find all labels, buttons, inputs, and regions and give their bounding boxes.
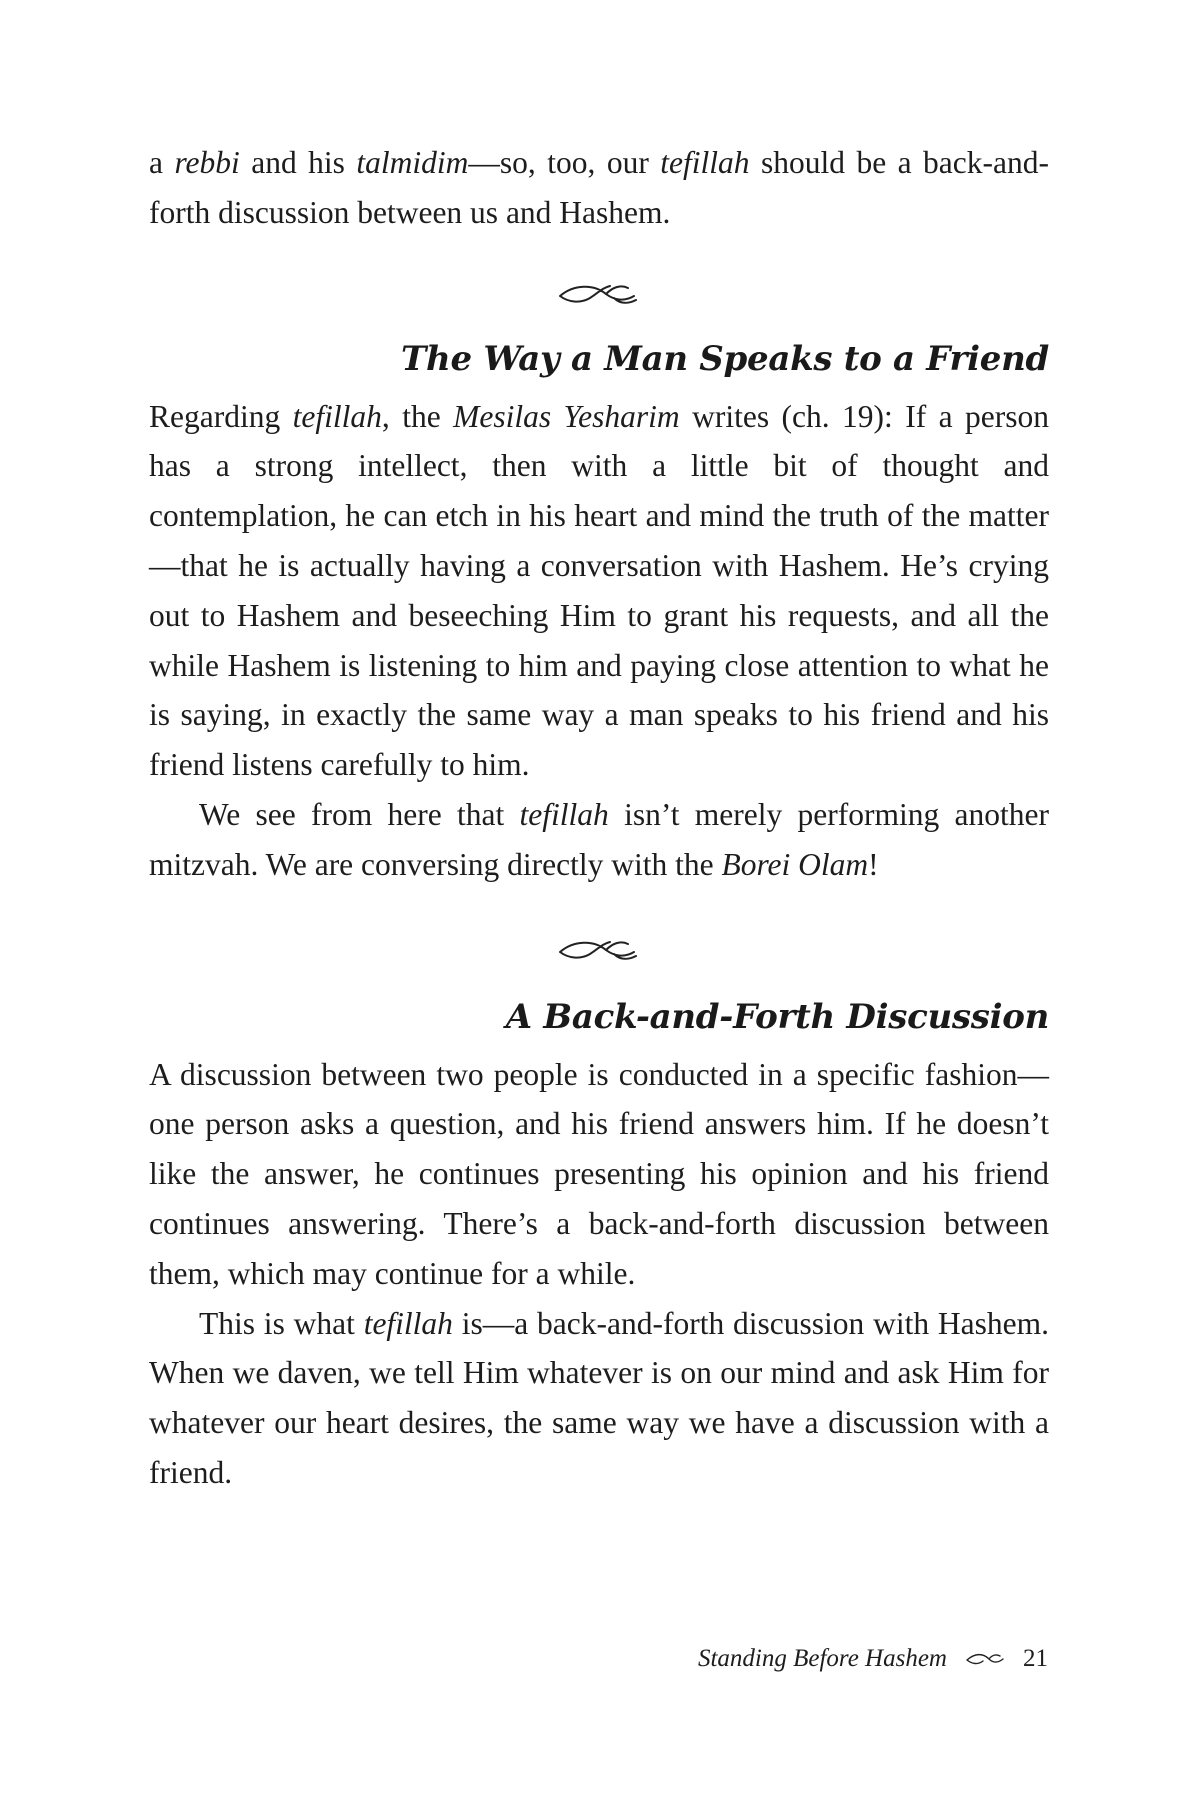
intro-paragraph — [149, 138, 1049, 238]
text-run: and his — [239, 145, 357, 180]
section2-body — [149, 1050, 1049, 1498]
italic-term: Mesilas Yesharim — [453, 398, 680, 434]
section2-paragraph-1 — [149, 1050, 1049, 1299]
text-run: ! — [868, 846, 879, 882]
italic-term: Borei Olam — [721, 846, 869, 882]
section-ornament — [149, 274, 1049, 314]
text-run: writes (ch. 19): If a person has a strong intellect, then with a little bit of thought and contemplation, he can etch in his heart and mind the truth of the matter—that he is actually having a conversation with Hashem. He’s crying out to Hashem and beseeching Him to grant his requests, and all the while Hashem is listening to him and paying close attention to what he is saying, in exactly the same way a man speaks to his friend and his friend listens carefully to him. — [149, 398, 1049, 783]
section1-body — [149, 392, 1049, 890]
italic-term: tefillah — [292, 398, 382, 434]
section2-paragraph-2 — [149, 1299, 1049, 1498]
section-heading-discussion: A Back-and-Forth Discussion — [505, 996, 1049, 1037]
section-ornament — [149, 930, 1049, 970]
text-run: isn’t merely performing another mitzvah. We are conversing directly with the — [149, 796, 1049, 882]
text-run: —so, too, our — [468, 145, 661, 180]
text-run: should be a back-and-forth discussion between us and Hashem. — [149, 145, 1049, 230]
page-footer — [698, 1645, 1048, 1673]
page-body — [149, 138, 1049, 1498]
section1-paragraph-2 — [149, 790, 1049, 890]
text-run: We see from here that — [199, 796, 520, 832]
section1-paragraph-1 — [149, 392, 1049, 790]
italic-term: tefillah — [660, 145, 750, 180]
flourish-ornament-icon — [554, 274, 644, 314]
text-run: , the — [381, 398, 454, 434]
running-title: Standing Before Hashem — [697, 1645, 947, 1672]
text-run: Regarding — [149, 398, 293, 434]
italic-term: talmidim — [356, 145, 469, 180]
section-heading-friend: The Way a Man Speaks to a Friend — [401, 338, 1049, 379]
flourish-ornament-icon — [554, 930, 644, 970]
italic-term: tefillah — [519, 796, 609, 832]
text-run: This is what — [199, 1305, 364, 1341]
footer-flourish-icon — [965, 1650, 1005, 1668]
text-run: is—a back-and-forth discussion with Hashem. When we daven, we tell Him whatever is on our mind and ask Him for whatever our heart desires, the same way we have a discussion with a friend. — [149, 1305, 1049, 1490]
page-number: 21 — [1023, 1645, 1048, 1672]
text-run: a — [149, 145, 175, 180]
italic-term: rebbi — [174, 145, 240, 180]
text-run: A discussion between two people is conducted in a specific fashion—one person asks a question, and his friend answers him. If he doesn’t like the answer, he continues presenting his opinion and his friend continues answering. There’s a back-and-forth discussion between them, which may continue for a while. — [149, 1056, 1049, 1291]
italic-term: tefillah — [363, 1305, 453, 1341]
